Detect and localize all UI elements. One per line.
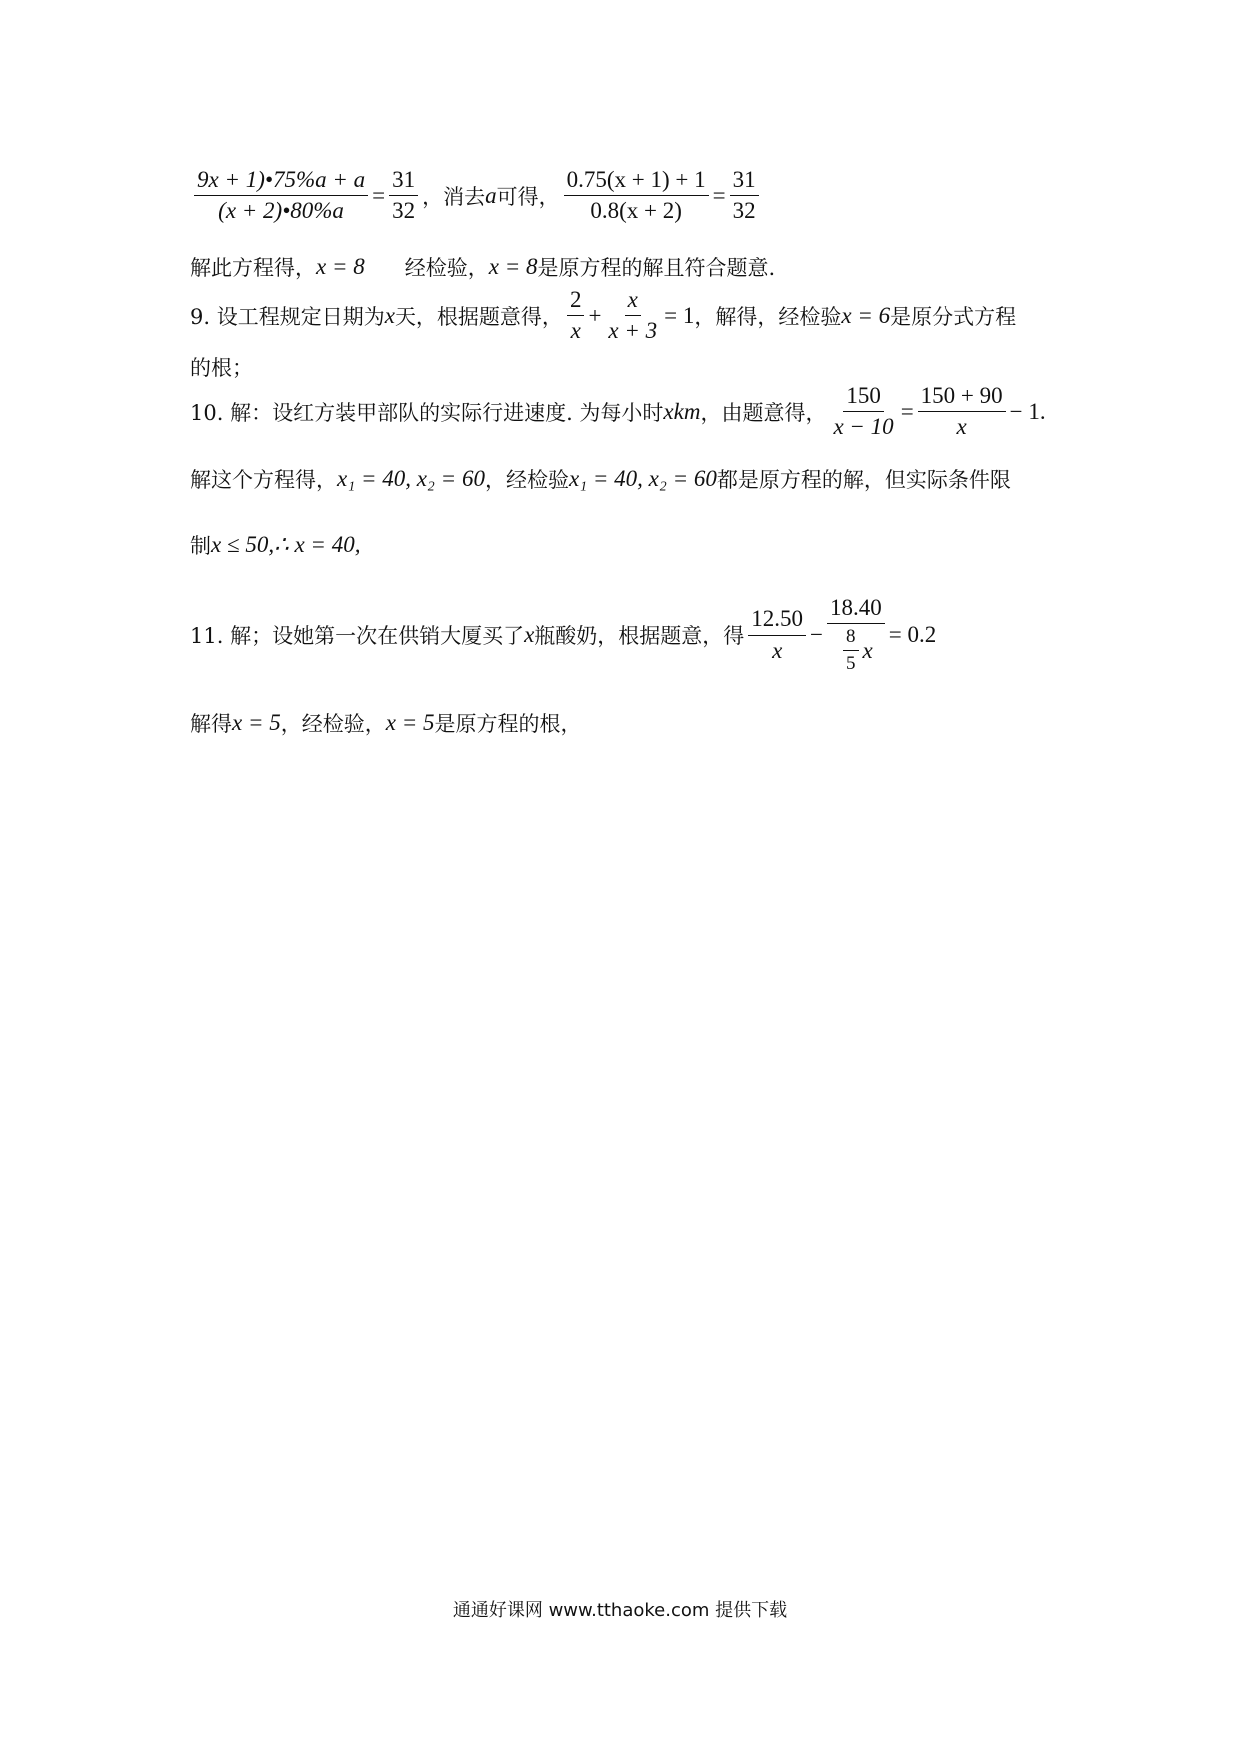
text: 制 [190, 534, 211, 558]
equation-rhs: = 1 [664, 302, 695, 328]
text: 解这个方程得， [190, 468, 337, 492]
fraction-1 [830, 384, 896, 439]
equation-rhs: = 0.2 [888, 622, 937, 647]
text-line-5 [190, 384, 1046, 439]
text: ，消去 [422, 184, 486, 209]
nested-numerator: 8 [843, 627, 859, 651]
unit: xkm [663, 398, 701, 424]
nested-fraction [843, 627, 859, 674]
fraction-numerator: 12.50 [748, 607, 806, 635]
equals-sign: = [900, 398, 914, 424]
equation: x = 6 [841, 302, 891, 328]
fraction-denominator: x + 3 [608, 318, 658, 344]
text: ，经检验 [484, 468, 569, 492]
text: ，由题意得， [700, 400, 827, 425]
nested-denominator: 5 [846, 653, 856, 675]
text: ，解得，经检验 [694, 304, 842, 329]
text-line-6 [190, 464, 1011, 494]
text: 是原方程的根， [434, 712, 582, 736]
fraction-1 [194, 168, 368, 223]
text: 9. 设工程规定日期为 [190, 304, 385, 329]
equals-sign: = [712, 182, 726, 208]
text-line-8 [190, 596, 936, 674]
text: ，经检验， [280, 712, 386, 736]
text: 解得 [190, 712, 232, 736]
fraction-denominator: x − 10 [833, 414, 894, 440]
equation: x = 5 [232, 710, 281, 735]
fraction-numerator: 150 + 90 [918, 384, 1006, 412]
fraction-numerator: 0.75(x + 1) + 1 [564, 168, 709, 196]
text: 11. 解；设她第一次在供销大厦买了 [190, 624, 525, 648]
equation: x ≤ 50,∴ x = 40, [211, 532, 361, 557]
fraction-denominator: x [956, 414, 967, 440]
text-line-7 [190, 530, 360, 560]
text: 10. 解：设红方装甲部队的实际行进速度. 为每小时 [190, 400, 664, 425]
fraction-denominator: 0.8(x + 2) [590, 198, 682, 224]
fraction-1 [748, 607, 806, 662]
text: 瓶酸奶，根据题意，得 [534, 624, 745, 648]
fraction-numerator: 150 [843, 384, 884, 412]
fraction-denominator: 32 [392, 198, 416, 224]
fraction-numerator: 2 [567, 288, 585, 316]
fraction-denominator: x [772, 637, 783, 663]
text-line-9 [190, 708, 581, 738]
fraction-2 [389, 168, 418, 223]
equation: x = 5 [385, 710, 435, 735]
fraction-numerator: 31 [730, 168, 759, 196]
fraction-denominator [836, 624, 876, 674]
text: 解此方程得， [190, 256, 316, 280]
text: 是原方程的解且符合题意. [537, 256, 776, 280]
equation: x = 8 [488, 254, 538, 279]
fraction-4 [730, 168, 759, 223]
equation: x₁ = 40, x₂ = 60 [568, 466, 717, 491]
text: 的根； [190, 356, 253, 380]
fraction-numerator: 18.40 [827, 596, 885, 624]
text-line-2 [190, 252, 775, 282]
fraction-denominator: x [570, 318, 581, 344]
fraction-1 [567, 288, 585, 343]
equals-sign: = [372, 182, 386, 208]
footer-text: 通通好课网 www.tthaoke.com 提供下载 [452, 1600, 788, 1621]
text-line-4 [190, 352, 253, 382]
fraction-numerator: 9x + 1)•75%a + a [194, 168, 368, 196]
text: 天，根据题意得， [394, 304, 563, 329]
equation: x₁ = 40, x₂ = 60 [337, 466, 485, 491]
equation: x = 8 [316, 254, 365, 279]
fraction-2 [605, 288, 660, 343]
fraction-2 [918, 384, 1006, 439]
fraction-2 [827, 596, 885, 674]
text: 可得， [496, 184, 560, 209]
fraction-3 [564, 168, 709, 223]
plus-sign: + [588, 302, 602, 328]
fraction-numerator: x [625, 288, 641, 316]
fraction-denominator: 32 [732, 198, 756, 224]
text-line-3 [190, 288, 1016, 343]
fraction-denominator: (x + 2)•80%a [218, 198, 344, 224]
equation-line-1 [190, 168, 763, 223]
variable: x [384, 302, 395, 328]
text: 是原分式方程 [890, 304, 1017, 329]
minus-sign: − [810, 622, 824, 647]
variable: x [524, 622, 535, 647]
text: 都是原方程的解，但实际条件限 [716, 468, 1011, 492]
equation-tail: − 1. [1009, 398, 1046, 424]
text: 经检验， [404, 256, 489, 280]
variable: a [485, 182, 497, 208]
variable: x [862, 637, 873, 663]
fraction-numerator: 31 [389, 168, 418, 196]
